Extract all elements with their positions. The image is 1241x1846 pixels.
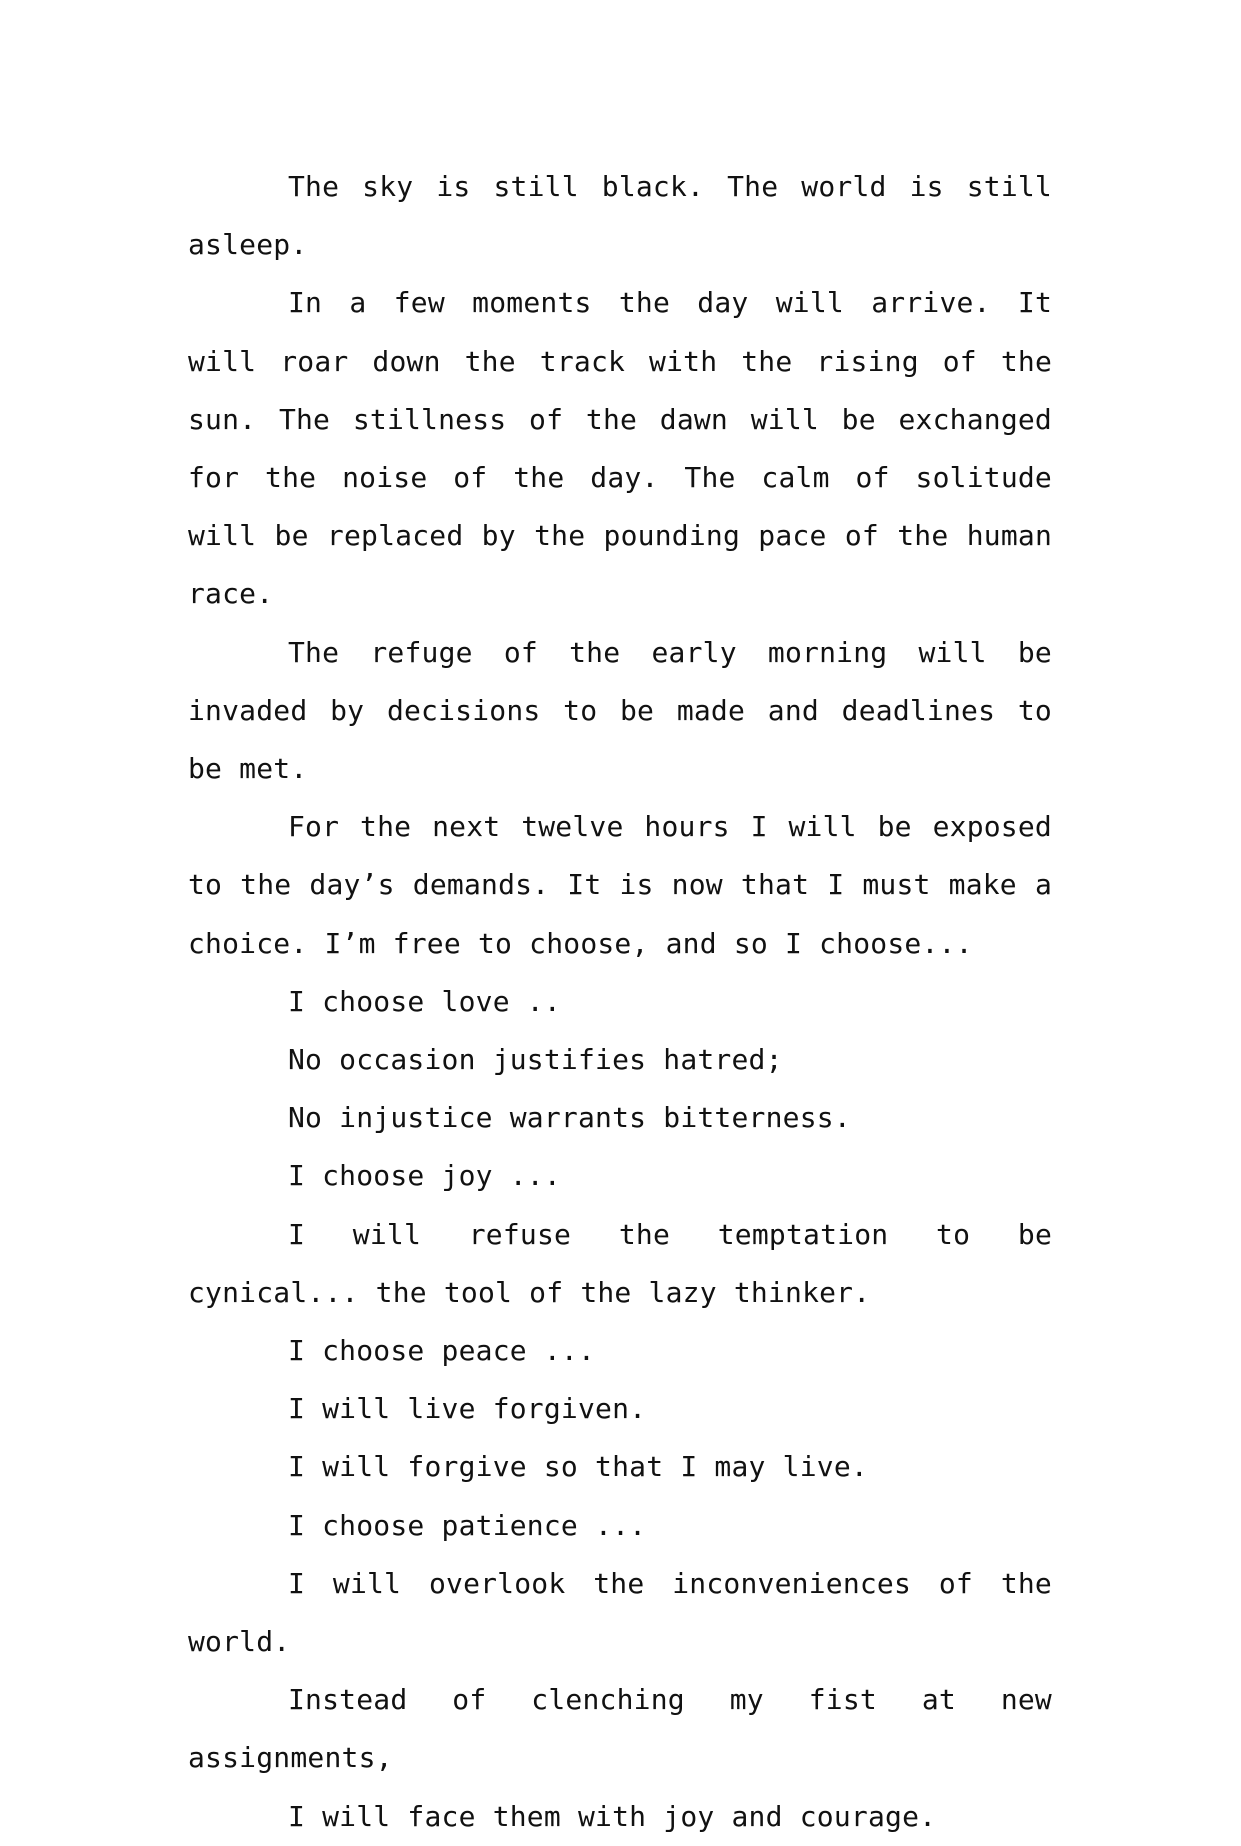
paragraph: I choose patience ... [288,1508,647,1542]
paragraph: No occasion justifies hatred; [288,1043,783,1077]
paragraph: I choose joy ... [288,1159,561,1193]
paragraph: No injustice warrants bitterness. [288,1101,851,1135]
paragraph: For the next twelve hours I will be exposed to the day’s demands. It is now that I must make a choice. I’m free to choose, and so I choose... [188,810,1052,960]
paragraph: I will forgive so that I may live. [288,1450,868,1484]
document-body [188,158,1052,1846]
paragraph: In a few moments the day will arrive. It will roar down the track with the rising of the sun. The stillness of the dawn will be exchanged for the noise of the day. The calm of solitude will be replaced by the pounding pace of the human race. [188,286,1052,611]
paragraph: I will face them with joy and courage. [288,1799,937,1833]
paragraph: The refuge of the early morning will be invaded by decisions to be made and deadlines to be met. [188,635,1052,786]
paragraph: Instead of clenching my fist at new assignments, [188,1683,1052,1775]
paragraph: I will overlook the inconveniences of the world. [188,1566,1052,1659]
paragraph: I choose love .. [288,984,561,1018]
paragraph: I choose peace ... [288,1334,596,1368]
paragraph: I will refuse the temptation to be cynical... the tool of the lazy thinker. [188,1217,1052,1309]
paragraph: The sky is still black. The world is still asleep. [188,170,1052,262]
paragraph: I will live forgiven. [288,1392,647,1426]
